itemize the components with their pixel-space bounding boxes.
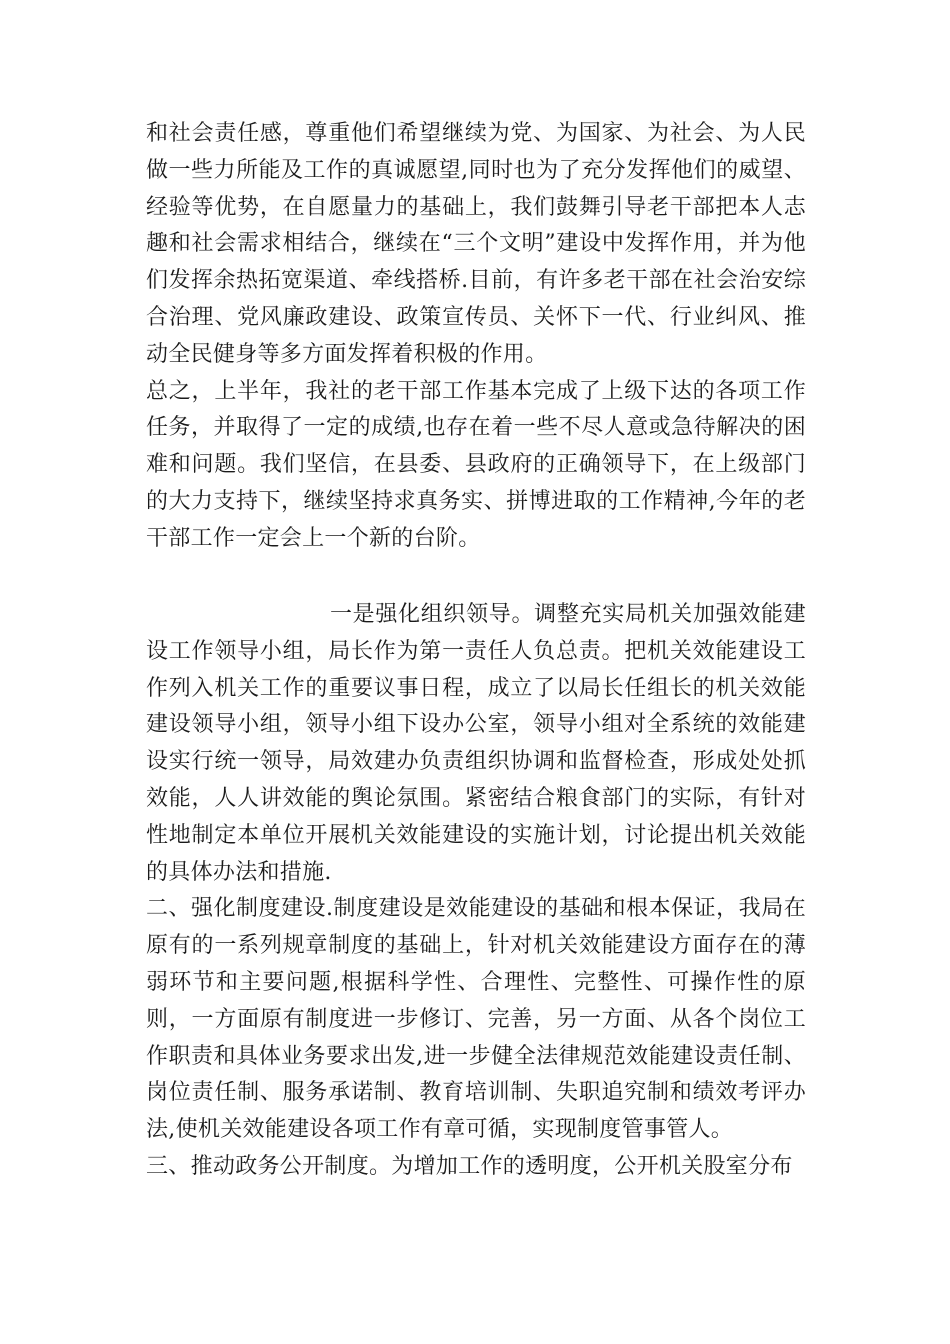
paragraph-organizational-leadership: 一是强化组织领导。调整充实局机关加强效能建设工作领导小组，局长作为第一责任人负总责。把机关效能建设工作列入机关工作的重要议事日程，成立了以局长任组长的机关效能建设领导小组，领导小组下设办公室，领导小组对全系统的效能建设实行统一领导，局效建办负责组织协调和监督检查，形成处处抓效能，人人讲效能的舆论氛围。紧密结合粮食部门的实际，有针对性地制定本单位开展机关效能建设的实施计划，讨论提出机关效能的具体办法和措施. xyxy=(146,602,806,885)
text-section-retired-cadres xyxy=(146,116,806,558)
paragraph-cadre-roles: 和社会责任感，尊重他们希望继续为党、为国家、为社会、为人民做一些力所能及工作的真诚愿望,同时也为了充分发挥他们的威望、经验等优势，在自愿量力的基础上，我们鼓舞引导老干部把本人志趣和社会需求相结合，继续在“三个文明”建设中发挥作用，并为他们发挥余热拓宽渠道、牵线搭桥.目前，有许多老干部在社会治安综合治理、党风廉政建设、政策宣传员、关怀下一代、行业纠风、推动全民健身等多方面发挥着积极的作用。 xyxy=(146,121,806,367)
paragraph-institution-building: 二、强化制度建设.制度建设是效能建设的基础和根本保证，我局在原有的一系列规章制度的基础上，针对机关效能建设方面存在的薄弱环节和主要问题,根据科学性、合理性、完整性、可操作性的原则，一方面原有制度进一步修订、完善，另一方面、从各个岗位工作职责和具体业务要求出发,进一步健全法律规范效能建设责任制、岗位责任制、服务承诺制、教育培训制、失职追究制和绩效考评办法,使机关效能建设各项工作有章可循，实现制度管事管人。 xyxy=(146,896,806,1143)
text-section-efficiency-building xyxy=(146,597,806,1186)
paragraph-open-government: 三、推动政务公开制度。为增加工作的透明度，公开机关股室分布 xyxy=(146,1153,793,1179)
paragraph-summary: 总之，上半年，我社的老干部工作基本完成了上级下达的各项工作任务，并取得了一定的成绩,也存在着一些不尽人意或急待解决的困难和问题。我们坚信，在县委、县政府的正确领导下，在上级部门的大力支持下，继续坚持求真务实、拼博进取的工作精神,今年的老干部工作一定会上一个新的台阶。 xyxy=(146,378,806,551)
